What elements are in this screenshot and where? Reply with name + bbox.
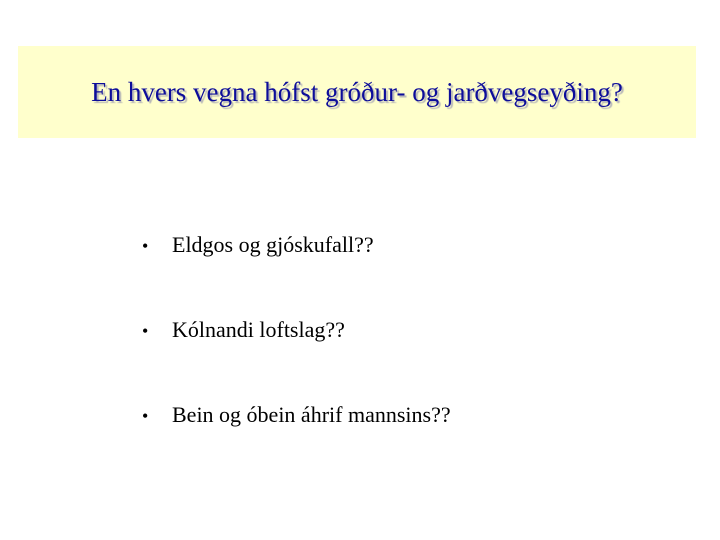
title-box [18,46,696,138]
bullet-text-3: Bein og óbein áhrif mannsins?? [172,402,451,427]
bullet-item-3 [142,402,451,444]
bullet-icon: • [142,406,149,426]
bullet-icon: • [142,236,149,256]
bullet-item-1 [142,232,451,274]
bullet-item-2 [142,317,451,359]
bullet-icon: • [142,321,149,341]
slide-title: En hvers vegna hófst gróður- og jarðvegseyðing? [91,76,623,107]
bullet-text-2: Kólnandi loftslag?? [172,317,345,342]
bullet-list [142,232,451,487]
bullet-text-1: Eldgos og gjóskufall?? [172,232,374,257]
